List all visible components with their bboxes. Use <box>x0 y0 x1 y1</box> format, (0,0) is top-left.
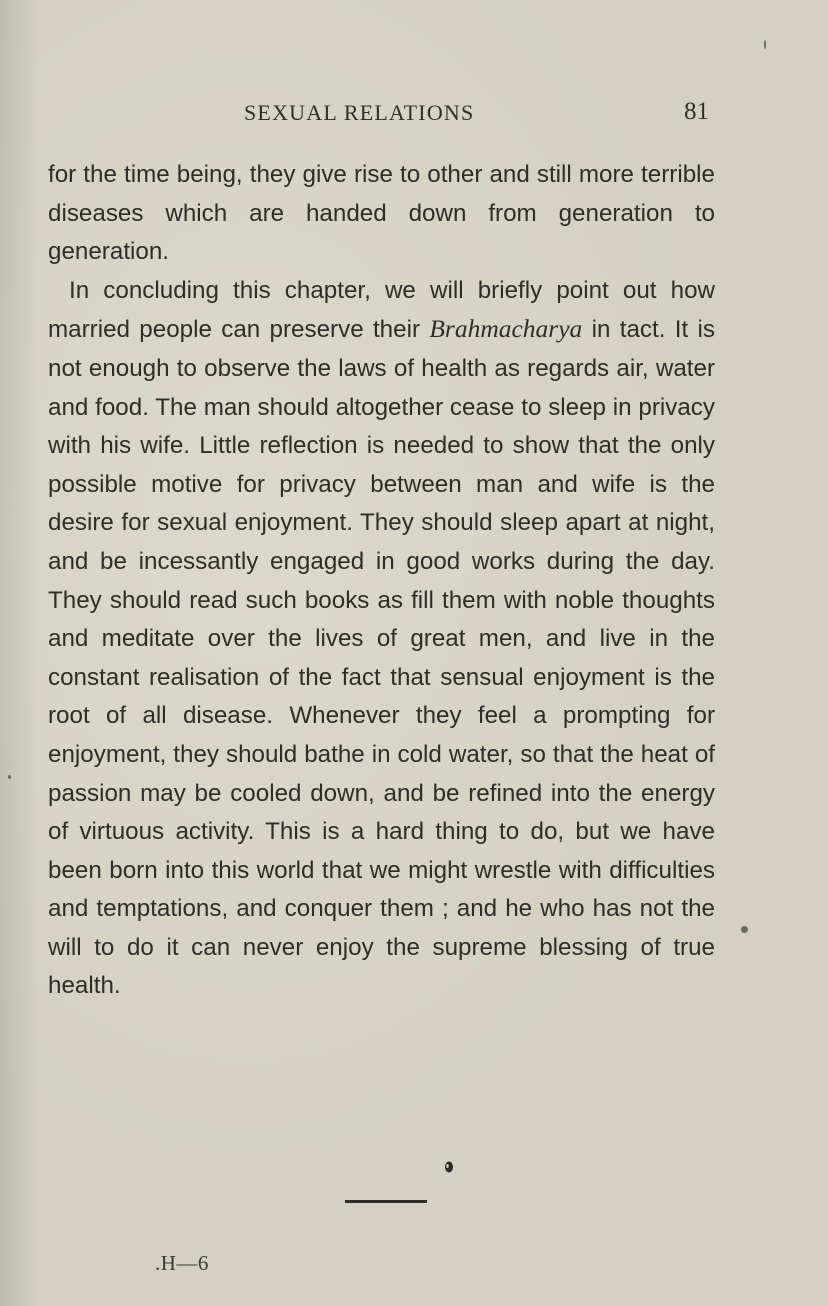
paragraph-2-text-start: In concluding this chapter, we will briefly point out how married people can preserve their <box>48 276 715 344</box>
paragraph-1-text: for the time being, they give rise to other and still more terrible diseases which are handed down from generation to generation. <box>48 161 715 266</box>
paragraph-continued <box>48 156 715 272</box>
page-number: 81 <box>684 98 709 125</box>
paper-speck <box>741 926 748 933</box>
paper-speck <box>8 775 11 779</box>
paper-speck <box>764 40 766 49</box>
running-head <box>0 98 828 132</box>
paragraph-2-text-rest: in tact. It is not enough to observe the laws of health as regards air, water and food. The man should altogether cease to sleep in privacy with his wife. Little reflection is needed to show that the only possible motive for privacy between man and wife is the desire for sexual enjoyment. They should sleep apart at night, and be incessantly engaged in good works during the day. They should read such books as fill them with noble thoughts and meditate over the lives of great men, and live in the constant realisation of the fact that sensual enjoyment is the root of all disease. Whenever they feel a prompting for enjoyment, they should bathe in cold water, so that the heat of passion may be cooled down, and be refined into the energy of virtuous activity. This is a hard thing to do, but we have been born into this world that we might wrestle with difficulties and temptations, and conquer them ; and he who has not the will to do it can never enjoy the supreme blessing of true health. <box>48 316 715 1000</box>
italic-term: Brahmacharya <box>429 314 583 344</box>
section-end-rule <box>345 1200 427 1203</box>
paragraph-concluding <box>48 272 715 1006</box>
running-title: SEXUAL RELATIONS <box>244 100 475 125</box>
ink-blot-icon <box>443 1160 455 1174</box>
body-text <box>48 156 715 1006</box>
signature-mark: .H—6 <box>155 1251 209 1275</box>
